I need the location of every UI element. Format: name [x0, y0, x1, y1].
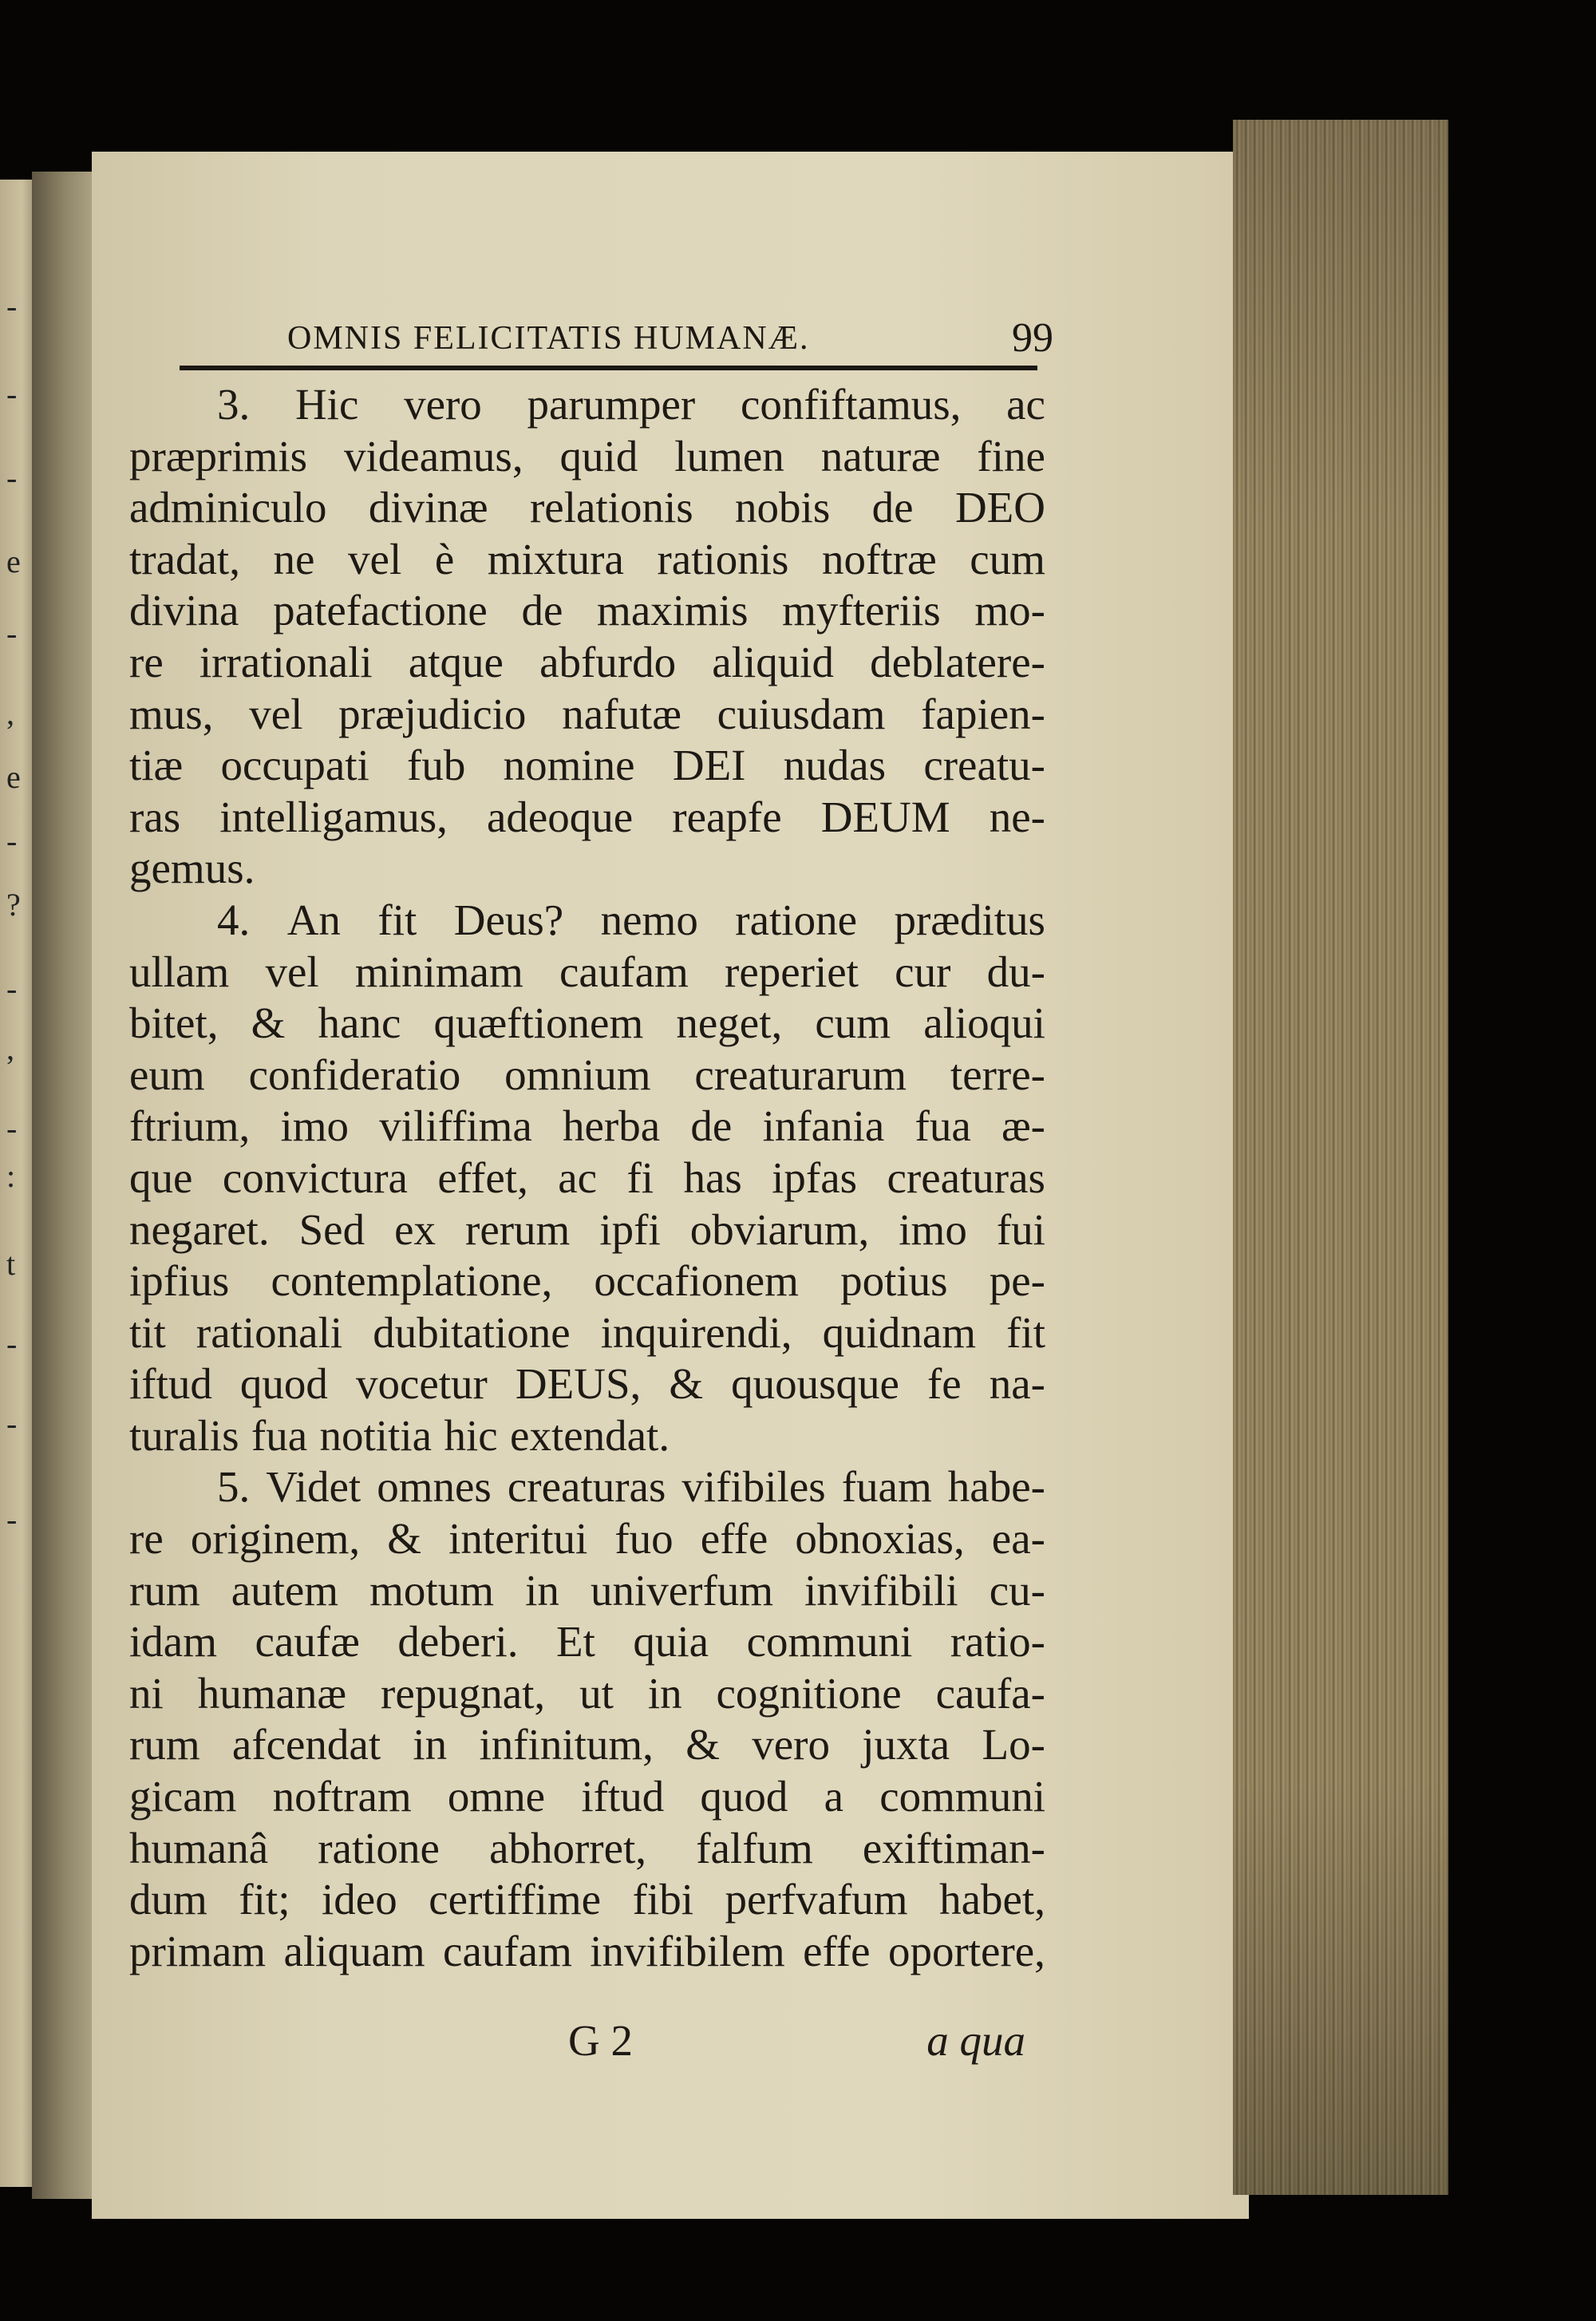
text-line	[129, 1050, 1045, 1101]
word: DEUS,	[515, 1359, 642, 1409]
word: è	[434, 534, 455, 583]
word: creatu-	[923, 741, 1045, 790]
text-line	[129, 895, 1045, 947]
word: du-	[986, 947, 1045, 996]
word: divinæ	[368, 483, 488, 532]
word: mus,	[129, 689, 214, 738]
text-line	[129, 1461, 1045, 1513]
word: convictura	[222, 1153, 408, 1202]
word: omnium	[504, 1050, 651, 1099]
word: gicam	[129, 1772, 237, 1821]
text-line	[129, 1513, 1045, 1565]
word: mixtura	[487, 534, 624, 583]
word: ea-	[991, 1514, 1045, 1564]
word: nemo	[600, 895, 698, 944]
signature-mark: G 2	[568, 2016, 633, 2065]
text-line	[129, 689, 1045, 741]
word: 3.	[217, 380, 251, 429]
margin-character: -	[6, 971, 18, 1006]
word: adminiculo	[129, 483, 327, 532]
text-line	[129, 792, 1045, 844]
word: de	[871, 483, 914, 532]
word: habe-	[947, 1462, 1045, 1512]
word: omnes	[377, 1462, 492, 1512]
running-title: OMNIS FELICITATIS HUMANÆ.	[287, 320, 810, 357]
word: intelligamus,	[219, 792, 448, 841]
word: nobis	[735, 483, 831, 532]
text-line	[129, 1719, 1045, 1771]
text-line	[129, 1204, 1045, 1256]
word: herba	[563, 1101, 661, 1151]
word: rationali	[196, 1307, 343, 1357]
word: ne	[273, 534, 315, 583]
text-line	[129, 1616, 1045, 1668]
word: fapien-	[921, 689, 1045, 738]
word: dum	[129, 1875, 207, 1924]
word: re	[129, 637, 164, 686]
word: ex	[394, 1204, 437, 1254]
word: noftræ	[822, 534, 937, 583]
margin-character: -	[6, 460, 18, 496]
word: inquirendi,	[600, 1307, 792, 1357]
text-line	[129, 585, 1045, 637]
word: abhorret,	[489, 1823, 647, 1872]
word: nudas	[783, 741, 887, 790]
margin-character: -	[6, 376, 18, 412]
word: repugnat,	[381, 1668, 546, 1718]
word: re	[129, 1514, 164, 1564]
margin-character: -	[6, 1406, 18, 1441]
word: occupati	[220, 741, 369, 790]
word: 5.	[217, 1462, 251, 1512]
word: effe	[803, 1926, 871, 1975]
word: vocetur	[355, 1359, 488, 1409]
word: oportere,	[887, 1926, 1045, 1975]
word: omne	[447, 1772, 546, 1821]
word: turalis	[129, 1410, 239, 1460]
word: ipfi	[599, 1204, 661, 1254]
word: cu-	[989, 1565, 1045, 1615]
word: de	[521, 586, 563, 635]
word: præjudicio	[338, 689, 527, 738]
word: fe	[926, 1359, 962, 1409]
word: gemus.	[129, 844, 255, 893]
word: myfteriis	[782, 586, 941, 635]
word: hanc	[318, 998, 401, 1048]
word: mo-	[974, 586, 1045, 635]
word: rationis	[657, 534, 789, 583]
word: notitia	[319, 1410, 433, 1460]
word: de	[690, 1101, 733, 1151]
word: ras	[129, 792, 181, 841]
word: Et	[555, 1617, 595, 1667]
word: vel	[249, 689, 303, 738]
text-line	[129, 1255, 1045, 1307]
text-line	[129, 1823, 1045, 1875]
word: DEUM	[820, 792, 950, 841]
word: reapfe	[672, 792, 782, 841]
word: nafutæ	[562, 689, 681, 738]
page-fore-edge-shadow	[1233, 120, 1448, 2195]
catchword: a qua	[926, 2016, 1025, 2065]
word: adeoque	[486, 792, 634, 841]
word: caufa-	[935, 1668, 1045, 1718]
word: in	[647, 1668, 682, 1718]
word: occafionem	[594, 1256, 799, 1306]
text-line	[129, 534, 1045, 586]
word: ac	[1006, 380, 1045, 429]
word: fuo	[614, 1514, 674, 1564]
word: perfvafum	[725, 1875, 908, 1924]
word: ratione	[318, 1823, 440, 1872]
word: vel	[265, 947, 319, 996]
word: fit;	[239, 1875, 290, 1924]
word: ftrium,	[129, 1101, 251, 1151]
text-line	[129, 1153, 1045, 1204]
margin-character: :	[6, 1158, 16, 1194]
word: contemplatione,	[271, 1256, 553, 1306]
word: obnoxias,	[795, 1514, 965, 1564]
word: tiæ	[129, 741, 184, 790]
margin-character: -	[6, 1326, 18, 1362]
word: quod	[239, 1359, 328, 1409]
word: iftud	[581, 1772, 665, 1821]
word: relationis	[529, 483, 693, 532]
text-line	[129, 1565, 1045, 1617]
word: in	[525, 1565, 559, 1615]
word: caufam	[443, 1926, 572, 1975]
text-line	[129, 1771, 1045, 1823]
word: fub	[407, 741, 466, 790]
word: ratio-	[950, 1617, 1045, 1667]
word: irrationali	[199, 637, 373, 686]
word: na-	[989, 1359, 1045, 1409]
word: vero	[752, 1720, 830, 1769]
word: reperiet	[725, 947, 859, 996]
margin-character: -	[6, 1501, 18, 1537]
word: caufæ	[255, 1617, 360, 1667]
word: quæftionem	[433, 998, 644, 1048]
word: neget,	[676, 998, 783, 1048]
margin-character: e	[6, 544, 21, 579]
word: creaturas	[887, 1153, 1045, 1202]
word: parumper	[527, 380, 696, 429]
word: creaturas	[507, 1462, 666, 1512]
word: &	[685, 1720, 720, 1769]
word: ratione	[735, 895, 857, 944]
word: quousque	[731, 1359, 899, 1409]
word: præditus	[894, 895, 1045, 944]
word: fine	[977, 431, 1045, 480]
word: fua	[915, 1101, 971, 1151]
word: patefactione	[273, 586, 488, 635]
word: humanæ	[197, 1668, 347, 1718]
page-header	[287, 313, 1053, 369]
word: univerfum	[590, 1565, 774, 1615]
text-line	[129, 998, 1045, 1050]
text-line	[129, 431, 1045, 483]
word: Hic	[294, 380, 359, 429]
word: fit	[377, 895, 417, 944]
margin-character: -	[6, 615, 18, 651]
word: has	[683, 1153, 742, 1202]
margin-character: ,	[6, 695, 14, 731]
text-line	[129, 1358, 1045, 1410]
text-line	[129, 1874, 1045, 1926]
word: videamus,	[344, 431, 523, 480]
word: originem,	[190, 1514, 361, 1564]
word: infania	[762, 1101, 885, 1151]
text-line	[129, 947, 1045, 998]
word: vero	[404, 380, 482, 429]
word: deberi.	[397, 1617, 519, 1667]
word: DEI	[672, 741, 746, 790]
word: ullam	[129, 947, 230, 996]
word: iftud	[129, 1359, 212, 1409]
word: communi	[746, 1617, 913, 1667]
word: aliquam	[283, 1926, 425, 1975]
word: communi	[879, 1772, 1045, 1821]
text-line	[129, 740, 1045, 792]
word: naturæ	[820, 431, 941, 480]
word: terre-	[950, 1050, 1045, 1099]
word: aliquid	[712, 637, 835, 686]
word: exiftiman-	[862, 1823, 1045, 1872]
word: Sed	[298, 1204, 365, 1254]
word: confiftamus,	[740, 380, 962, 429]
word: fui	[996, 1204, 1045, 1254]
word: confideratio	[248, 1050, 461, 1099]
page-number: 99	[1012, 315, 1053, 361]
word: interitui	[448, 1514, 588, 1564]
word: &	[387, 1514, 422, 1564]
word: certiffime	[429, 1875, 602, 1924]
word: ipfius	[129, 1256, 230, 1306]
word: invifibili	[804, 1565, 958, 1615]
word: rerum	[465, 1204, 571, 1254]
word: fua	[251, 1410, 308, 1460]
word: extendat.	[510, 1410, 670, 1460]
text-line	[129, 1307, 1045, 1359]
word: imo	[899, 1204, 967, 1254]
word: cognitione	[716, 1668, 902, 1718]
word: potius	[840, 1256, 948, 1306]
word: quia	[633, 1617, 709, 1667]
header-rule	[180, 366, 1037, 370]
word: ni	[129, 1668, 164, 1718]
word: effe	[700, 1514, 768, 1564]
text-line	[129, 379, 1045, 431]
word: fi	[626, 1153, 654, 1202]
margin-character: ,	[6, 1030, 14, 1066]
word: cuiusdam	[717, 689, 886, 738]
word: Deus?	[453, 895, 564, 944]
word: quidnam	[822, 1307, 977, 1357]
body-text	[129, 379, 1045, 1977]
word: 4.	[217, 895, 251, 944]
word: idam	[129, 1617, 217, 1667]
word: fuam	[841, 1462, 932, 1512]
text-line	[129, 1410, 1045, 1462]
word: præprimis	[129, 431, 308, 480]
word: Videt	[266, 1462, 361, 1512]
word: &	[669, 1359, 704, 1409]
word: bitet,	[129, 998, 219, 1048]
word: cum	[815, 998, 891, 1048]
word: afcendat	[231, 1720, 381, 1769]
word: hic	[444, 1410, 498, 1460]
text-line	[129, 482, 1045, 534]
word: ut	[579, 1668, 614, 1718]
word: vel	[348, 534, 402, 583]
word: DEO	[954, 483, 1045, 532]
word: Lo-	[982, 1720, 1045, 1769]
word: æ-	[1001, 1101, 1045, 1151]
word: pe-	[989, 1256, 1045, 1306]
word: tit	[129, 1307, 166, 1357]
margin-character: -	[6, 1110, 18, 1146]
word: eum	[129, 1050, 205, 1099]
word: fit	[1006, 1307, 1045, 1357]
word: tradat,	[129, 534, 240, 583]
word: alioqui	[923, 998, 1045, 1048]
word: caufam	[559, 947, 689, 996]
margin-character: e	[6, 759, 21, 795]
word: noftram	[272, 1772, 412, 1821]
word: cum	[970, 534, 1045, 583]
margin-character: -	[6, 288, 18, 324]
text-line	[129, 1101, 1045, 1153]
word: obviarum,	[689, 1204, 870, 1254]
word: maximis	[597, 586, 749, 635]
margin-character: t	[6, 1246, 16, 1282]
word: vifibiles	[681, 1462, 826, 1512]
word: cur	[895, 947, 951, 996]
word: fibi	[632, 1875, 693, 1924]
word: An	[286, 895, 341, 944]
word: rum	[129, 1565, 200, 1615]
word: primam	[129, 1926, 267, 1975]
word: juxta	[862, 1720, 950, 1769]
word: rum	[129, 1720, 200, 1769]
margin-character: -	[6, 823, 18, 859]
word: motum	[369, 1565, 494, 1615]
word: nomine	[503, 741, 635, 790]
word: atque	[408, 637, 504, 686]
footer-line	[129, 2015, 1045, 2071]
word: &	[251, 998, 286, 1048]
word: viliffima	[379, 1101, 532, 1151]
word: abfurdo	[539, 637, 677, 686]
word: que	[129, 1153, 193, 1202]
word: minimam	[354, 947, 523, 996]
word: falfum	[696, 1823, 813, 1872]
word: habet,	[939, 1875, 1045, 1924]
text-line	[129, 1668, 1045, 1720]
margin-character: ?	[6, 887, 21, 923]
word: autem	[231, 1565, 339, 1615]
word: ipfas	[772, 1153, 858, 1202]
word: quod	[700, 1772, 788, 1821]
word: dubitatione	[373, 1307, 571, 1357]
text-line	[129, 637, 1045, 689]
word: quid	[559, 431, 638, 480]
word: effet,	[437, 1153, 528, 1202]
word: a	[824, 1772, 844, 1821]
word: divina	[129, 586, 239, 635]
word: lumen	[674, 431, 784, 480]
word: in	[413, 1720, 448, 1769]
word: infinitum,	[479, 1720, 654, 1769]
text-line	[129, 843, 1045, 895]
word: deblatere-	[870, 637, 1045, 686]
word: ac	[558, 1153, 598, 1202]
word: creaturarum	[694, 1050, 907, 1099]
word: humanâ	[129, 1823, 269, 1872]
text-line	[129, 1926, 1045, 1978]
word: invifibilem	[590, 1926, 785, 1975]
word: negaret.	[129, 1204, 270, 1254]
word: ne-	[989, 792, 1045, 841]
word: imo	[280, 1101, 350, 1151]
word: ideo	[322, 1875, 397, 1924]
